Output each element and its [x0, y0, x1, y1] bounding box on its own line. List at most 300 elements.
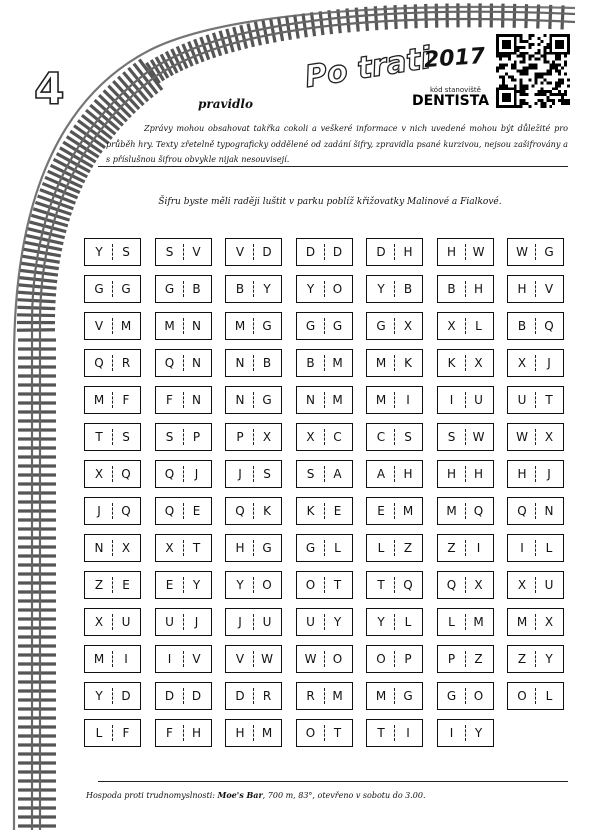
- cipher-letter-right: E: [333, 504, 342, 518]
- cipher-letter-left: S: [165, 245, 174, 259]
- cipher-letter-left: M: [375, 356, 387, 370]
- cipher-cell: [225, 534, 282, 562]
- cipher-letter-left: Y: [236, 578, 244, 592]
- cipher-cell: [84, 312, 141, 340]
- cipher-letter-right: G: [121, 282, 131, 296]
- cipher-letter-left: W: [516, 430, 528, 444]
- cipher-cell: [437, 312, 494, 340]
- cipher-letter-right: J: [547, 467, 551, 481]
- cipher-letter-right: O: [332, 282, 343, 296]
- cipher-cell: [155, 534, 212, 562]
- cipher-cell: [437, 682, 494, 710]
- cipher-letter-right: I: [124, 652, 128, 666]
- cipher-letter-left: J: [238, 467, 242, 481]
- cipher-cell: [225, 312, 282, 340]
- rules-heading: pravidlo: [198, 97, 253, 111]
- cipher-letter-left: T: [95, 430, 103, 444]
- cipher-letter-left: Z: [517, 652, 527, 666]
- cipher-letter-right: Q: [473, 504, 484, 518]
- cipher-cell: [155, 275, 212, 303]
- cipher-letter-right: X: [403, 319, 413, 333]
- cipher-letter-left: U: [517, 393, 527, 407]
- cipher-letter-right: G: [262, 393, 272, 407]
- cipher-letter-left: G: [305, 319, 316, 333]
- cipher-cell: [507, 275, 564, 303]
- cipher-cell: [225, 423, 282, 451]
- cipher-letter-right: A: [333, 467, 342, 481]
- cipher-letter-left: X: [447, 319, 456, 333]
- cipher-letter-left: G: [376, 319, 386, 333]
- cipher-letter-right: C: [333, 430, 342, 444]
- rules-text: Zprávy mohou obsahovat takřka cokoli a veškeré informace v nich uvedené mohou být důležité pro průběh hry. Texty zřetelně typograficky oddělené od zadání šifry, zpravidla psané kurzivou, nejsou zašifrovány a s příslušnou šifrou obvykle nijak nesouvisejí.: [106, 123, 568, 164]
- cipher-letter-right: X: [474, 578, 483, 592]
- cipher-letter-left: J: [97, 504, 101, 518]
- divider: [98, 166, 568, 167]
- cipher-cell: [366, 608, 423, 636]
- cipher-letter-right: U: [544, 578, 554, 592]
- cipher-letter-left: V: [94, 319, 104, 333]
- cipher-letter-right: P: [192, 430, 201, 444]
- cipher-letter-left: B: [517, 319, 527, 333]
- cipher-cell: [366, 460, 423, 488]
- cipher-letter-right: W: [472, 245, 485, 259]
- cipher-letter-right: G: [332, 319, 343, 333]
- cipher-cell: [84, 349, 141, 377]
- cipher-cell: [155, 571, 212, 599]
- cipher-letter-right: H: [473, 467, 484, 481]
- cipher-letter-right: O: [332, 652, 343, 666]
- cipher-letter-right: X: [262, 430, 272, 444]
- cipher-cell: [366, 682, 423, 710]
- cipher-letter-left: K: [447, 356, 456, 370]
- cipher-letter-left: G: [164, 282, 175, 296]
- cipher-letter-left: N: [235, 393, 245, 407]
- cipher-cell: [507, 423, 564, 451]
- cipher-letter-left: Y: [377, 615, 385, 629]
- cipher-cell: [366, 719, 423, 747]
- footer-prefix: Hospoda proti trudnomyslnosti:: [86, 791, 218, 800]
- cipher-cell: [225, 349, 282, 377]
- cipher-letter-left: M: [164, 319, 175, 333]
- cipher-letter-right: H: [403, 245, 413, 259]
- cipher-letter-left: H: [517, 467, 527, 481]
- cipher-cell: [507, 497, 564, 525]
- cipher-letter-right: Q: [403, 578, 413, 592]
- cipher-letter-left: Q: [164, 504, 175, 518]
- cipher-cell: [296, 312, 353, 340]
- cipher-letter-right: M: [261, 726, 273, 740]
- cipher-cell: [84, 497, 141, 525]
- cipher-letter-right: G: [262, 541, 272, 555]
- cipher-letter-right: X: [544, 615, 554, 629]
- cipher-letter-right: D: [332, 245, 343, 259]
- cipher-letter-right: M: [332, 356, 343, 370]
- cipher-cell: [296, 275, 353, 303]
- cipher-cell: [507, 238, 564, 266]
- cipher-letter-left: X: [94, 467, 104, 481]
- cipher-letter-right: M: [332, 393, 343, 407]
- cipher-letter-right: W: [472, 430, 485, 444]
- cipher-cell: [366, 238, 423, 266]
- cipher-cell: [155, 238, 212, 266]
- cipher-letter-left: U: [306, 615, 315, 629]
- cipher-letter-right: Q: [121, 504, 131, 518]
- cipher-letter-left: D: [376, 245, 386, 259]
- cipher-cell: [84, 645, 141, 673]
- cipher-letter-left: S: [447, 430, 456, 444]
- cipher-cell: [437, 238, 494, 266]
- cipher-letter-right: I: [406, 393, 410, 407]
- cipher-letter-left: J: [238, 615, 242, 629]
- cipher-cell: [84, 571, 141, 599]
- cipher-letter-right: J: [547, 356, 551, 370]
- cipher-cell: [366, 645, 423, 673]
- cipher-cell: [296, 349, 353, 377]
- cipher-cell: [296, 386, 353, 414]
- cipher-letter-right: U: [474, 393, 483, 407]
- cipher-letter-left: X: [94, 615, 104, 629]
- cipher-cell: [437, 534, 494, 562]
- cipher-cell: [155, 349, 212, 377]
- cipher-cell: [437, 571, 494, 599]
- cipher-letter-right: H: [191, 726, 202, 740]
- cipher-cell: [155, 312, 212, 340]
- cipher-letter-right: S: [263, 467, 271, 481]
- cipher-letter-right: G: [544, 245, 554, 259]
- cipher-letter-right: G: [403, 689, 413, 703]
- cipher-letter-left: Q: [94, 356, 104, 370]
- cipher-letter-right: T: [333, 726, 342, 740]
- cipher-letter-left: N: [306, 393, 315, 407]
- cipher-cell: [84, 534, 141, 562]
- cipher-letter-left: B: [235, 282, 245, 296]
- cipher-letter-left: D: [305, 245, 316, 259]
- cipher-letter-left: W: [516, 245, 528, 259]
- cipher-letter-left: B: [447, 282, 456, 296]
- cipher-letter-right: D: [191, 689, 202, 703]
- cipher-letter-right: F: [122, 393, 130, 407]
- cipher-cell: [84, 608, 141, 636]
- cipher-letter-right: P: [404, 652, 412, 666]
- cipher-cell: [84, 719, 141, 747]
- cipher-letter-left: E: [165, 578, 174, 592]
- cipher-letter-left: G: [305, 541, 316, 555]
- cipher-letter-left: A: [376, 467, 386, 481]
- cipher-letter-left: O: [376, 652, 386, 666]
- cipher-letter-right: M: [402, 504, 414, 518]
- cipher-letter-left: U: [165, 615, 174, 629]
- cipher-letter-left: O: [305, 578, 316, 592]
- cipher-letter-left: D: [235, 689, 245, 703]
- cipher-cell: [296, 719, 353, 747]
- cipher-letter-left: Z: [447, 541, 456, 555]
- cipher-letter-left: T: [377, 726, 385, 740]
- cipher-cell: [225, 571, 282, 599]
- cipher-letter-left: Q: [517, 504, 527, 518]
- cipher-letter-right: B: [262, 356, 272, 370]
- cipher-letter-right: J: [194, 615, 199, 629]
- cipher-letter-left: S: [306, 467, 315, 481]
- cipher-letter-right: U: [121, 615, 131, 629]
- cipher-cell: [84, 238, 141, 266]
- cipher-letter-right: Y: [263, 282, 271, 296]
- cipher-cell: [155, 386, 212, 414]
- footer-bar-name: Moe's Bar: [217, 790, 263, 800]
- cipher-letter-right: L: [545, 689, 553, 703]
- cipher-cell: [84, 275, 141, 303]
- cipher-letter-left: Y: [377, 282, 385, 296]
- cipher-letter-left: Y: [306, 282, 315, 296]
- cipher-letter-left: D: [164, 689, 175, 703]
- cipher-letter-left: O: [517, 689, 527, 703]
- cipher-letter-right: L: [334, 541, 341, 555]
- cipher-letter-left: F: [166, 393, 173, 407]
- cipher-letter-left: P: [447, 652, 456, 666]
- cipher-cell: [296, 645, 353, 673]
- cipher-letter-left: N: [235, 356, 245, 370]
- cipher-cell: [437, 275, 494, 303]
- cipher-letter-right: N: [192, 393, 201, 407]
- cipher-cell: [296, 238, 353, 266]
- cipher-cell: [366, 423, 423, 451]
- cipher-letter-right: M: [473, 615, 484, 629]
- cipher-letter-right: I: [406, 726, 410, 740]
- cipher-letter-right: Q: [121, 467, 131, 481]
- cipher-letter-right: I: [476, 541, 481, 555]
- cipher-letter-right: O: [473, 689, 484, 703]
- cipher-letter-left: G: [446, 689, 457, 703]
- cipher-letter-left: P: [236, 430, 244, 444]
- cipher-cell: [437, 349, 494, 377]
- cipher-letter-right: T: [333, 578, 342, 592]
- cipher-letter-right: X: [121, 541, 131, 555]
- cipher-letter-left: I: [449, 393, 454, 407]
- cipher-cell: [507, 571, 564, 599]
- cipher-letter-right: S: [122, 430, 130, 444]
- cipher-letter-right: R: [262, 689, 272, 703]
- logo-year: 2017: [423, 43, 487, 74]
- cipher-cell: [225, 238, 282, 266]
- cipher-cell: [507, 534, 564, 562]
- divider: [98, 781, 568, 782]
- cipher-letter-left: H: [235, 726, 245, 740]
- cipher-letter-left: H: [235, 541, 245, 555]
- cipher-cell: [225, 460, 282, 488]
- cipher-letter-right: M: [120, 319, 132, 333]
- cipher-cell: [155, 645, 212, 673]
- cipher-letter-left: H: [446, 467, 457, 481]
- cipher-letter-right: G: [262, 319, 272, 333]
- cipher-cell: [296, 571, 353, 599]
- cipher-cell: [437, 608, 494, 636]
- cipher-letter-right: Y: [474, 726, 483, 740]
- cipher-cell: [296, 608, 353, 636]
- cipher-letter-right: D: [121, 689, 131, 703]
- cipher-letter-left: L: [95, 726, 103, 740]
- cipher-letter-left: M: [446, 504, 457, 518]
- cipher-letter-left: F: [166, 726, 173, 740]
- cipher-letter-left: G: [94, 282, 104, 296]
- cipher-letter-right: H: [403, 467, 413, 481]
- cipher-letter-left: C: [376, 430, 386, 444]
- cipher-cell: [155, 719, 212, 747]
- cipher-letter-right: V: [544, 282, 554, 296]
- cipher-cell: [366, 571, 423, 599]
- cipher-cell: [296, 423, 353, 451]
- cipher-cell: [437, 460, 494, 488]
- cipher-cell: [507, 608, 564, 636]
- cipher-cell: [507, 682, 564, 710]
- cipher-cell: [437, 719, 494, 747]
- cipher-letter-left: Z: [94, 578, 104, 592]
- cipher-cell: [366, 534, 423, 562]
- cipher-letter-right: E: [192, 504, 201, 518]
- cipher-cell: [296, 497, 353, 525]
- cipher-cell: [84, 682, 141, 710]
- cipher-cell: [225, 275, 282, 303]
- cipher-letter-left: M: [375, 393, 387, 407]
- cipher-letter-left: I: [449, 726, 454, 740]
- cipher-letter-left: X: [306, 430, 315, 444]
- cipher-cell: [366, 275, 423, 303]
- cipher-letter-left: M: [234, 319, 246, 333]
- cipher-cell: [296, 460, 353, 488]
- cipher-letter-right: K: [404, 356, 412, 370]
- cipher-letter-right: M: [332, 689, 343, 703]
- cipher-cell: [155, 497, 212, 525]
- cipher-letter-left: M: [93, 652, 105, 666]
- cipher-letter-left: E: [377, 504, 385, 518]
- cipher-letter-left: Y: [95, 689, 103, 703]
- cipher-letter-right: Z: [474, 652, 483, 666]
- cipher-letter-right: Q: [544, 319, 554, 333]
- cipher-letter-right: L: [475, 319, 482, 333]
- cipher-letter-left: I: [520, 541, 524, 555]
- cipher-letter-right: N: [192, 319, 201, 333]
- station-code-value: DENTISTA: [412, 93, 490, 109]
- cipher-letter-right: S: [404, 430, 412, 444]
- cipher-instruction: Šifru byste měli raději luštit v parku poblíž křižovatky Malinové a Fialkové.: [158, 197, 502, 207]
- cipher-cell: [225, 719, 282, 747]
- cipher-cell: [507, 386, 564, 414]
- cipher-cell: [225, 497, 282, 525]
- cipher-cell: [296, 682, 353, 710]
- cipher-cell: [507, 349, 564, 377]
- cipher-letter-left: Q: [235, 504, 245, 518]
- cipher-letter-left: Y: [95, 245, 103, 259]
- cipher-cell: [366, 386, 423, 414]
- cipher-cell: [437, 497, 494, 525]
- cipher-letter-left: Q: [446, 578, 457, 592]
- cipher-letter-right: Y: [545, 652, 553, 666]
- cipher-cell: [155, 608, 212, 636]
- cipher-cell: [507, 312, 564, 340]
- cipher-letter-right: X: [544, 430, 554, 444]
- cipher-letter-left: H: [517, 282, 527, 296]
- cipher-cell: [507, 460, 564, 488]
- cipher-letter-right: T: [192, 541, 201, 555]
- cipher-letter-left: H: [446, 245, 457, 259]
- cipher-letter-left: K: [306, 504, 315, 518]
- cipher-cell: [225, 645, 282, 673]
- cipher-letter-left: I: [167, 652, 172, 666]
- cipher-cell: [225, 682, 282, 710]
- cipher-letter-right: F: [122, 726, 130, 740]
- cipher-cell: [155, 460, 212, 488]
- cipher-letter-right: E: [122, 578, 130, 592]
- cipher-letter-right: T: [545, 393, 553, 407]
- cipher-letter-left: M: [93, 393, 105, 407]
- cipher-cell: [155, 423, 212, 451]
- cipher-letter-left: W: [304, 652, 317, 666]
- cipher-letter-right: N: [544, 504, 554, 518]
- cipher-letter-left: Q: [164, 356, 175, 370]
- cipher-cell: [507, 645, 564, 673]
- station-code-label: kód stanoviště: [430, 86, 481, 94]
- cipher-letter-left: X: [517, 356, 527, 370]
- cipher-letter-right: B: [192, 282, 201, 296]
- cipher-cell: [437, 423, 494, 451]
- cipher-letter-right: U: [262, 615, 272, 629]
- cipher-letter-right: O: [262, 578, 272, 592]
- cipher-letter-right: V: [192, 652, 201, 666]
- cipher-letter-left: X: [517, 578, 527, 592]
- cipher-cell: [437, 386, 494, 414]
- stage-number: 4: [34, 64, 65, 115]
- cipher-letter-left: V: [235, 245, 245, 259]
- cipher-cell: [366, 349, 423, 377]
- cipher-cell: [225, 608, 282, 636]
- cipher-letter-left: N: [94, 541, 104, 555]
- cipher-letter-left: T: [377, 578, 385, 592]
- cipher-cell: [296, 534, 353, 562]
- cipher-letter-right: H: [473, 282, 484, 296]
- logo-title: Po trati: [302, 40, 434, 95]
- cipher-cell: [155, 682, 212, 710]
- footer-suffix: , 700 m, 83°, otevřeno v sobotu do 3.00.: [262, 791, 426, 800]
- cipher-letter-right: Y: [192, 578, 201, 592]
- cipher-letter-left: O: [305, 726, 316, 740]
- cipher-letter-left: M: [375, 689, 387, 703]
- cipher-letter-right: L: [404, 615, 412, 629]
- cipher-letter-right: R: [121, 356, 131, 370]
- cipher-letter-left: L: [448, 615, 455, 629]
- cipher-letter-left: Q: [164, 467, 175, 481]
- cipher-letter-left: R: [306, 689, 315, 703]
- cipher-letter-right: Z: [403, 541, 413, 555]
- cipher-letter-left: B: [306, 356, 315, 370]
- cipher-cell: [84, 386, 141, 414]
- cipher-cell: [84, 423, 141, 451]
- cipher-letter-left: X: [165, 541, 174, 555]
- qr-code-icon: [496, 34, 570, 108]
- cipher-letter-right: D: [262, 245, 272, 259]
- cipher-letter-left: V: [235, 652, 245, 666]
- cipher-letter-right: J: [194, 467, 199, 481]
- cipher-letter-left: S: [165, 430, 174, 444]
- cipher-letter-right: W: [261, 652, 273, 666]
- cipher-letter-right: X: [474, 356, 483, 370]
- cipher-letter-right: B: [403, 282, 413, 296]
- cipher-cell: [366, 312, 423, 340]
- cipher-letter-right: K: [263, 504, 271, 518]
- cipher-letter-right: V: [192, 245, 201, 259]
- cipher-letter-right: S: [122, 245, 130, 259]
- cipher-letter-left: L: [377, 541, 385, 555]
- cipher-letter-right: Y: [333, 615, 342, 629]
- cipher-letter-left: M: [516, 615, 528, 629]
- cipher-letter-right: N: [192, 356, 201, 370]
